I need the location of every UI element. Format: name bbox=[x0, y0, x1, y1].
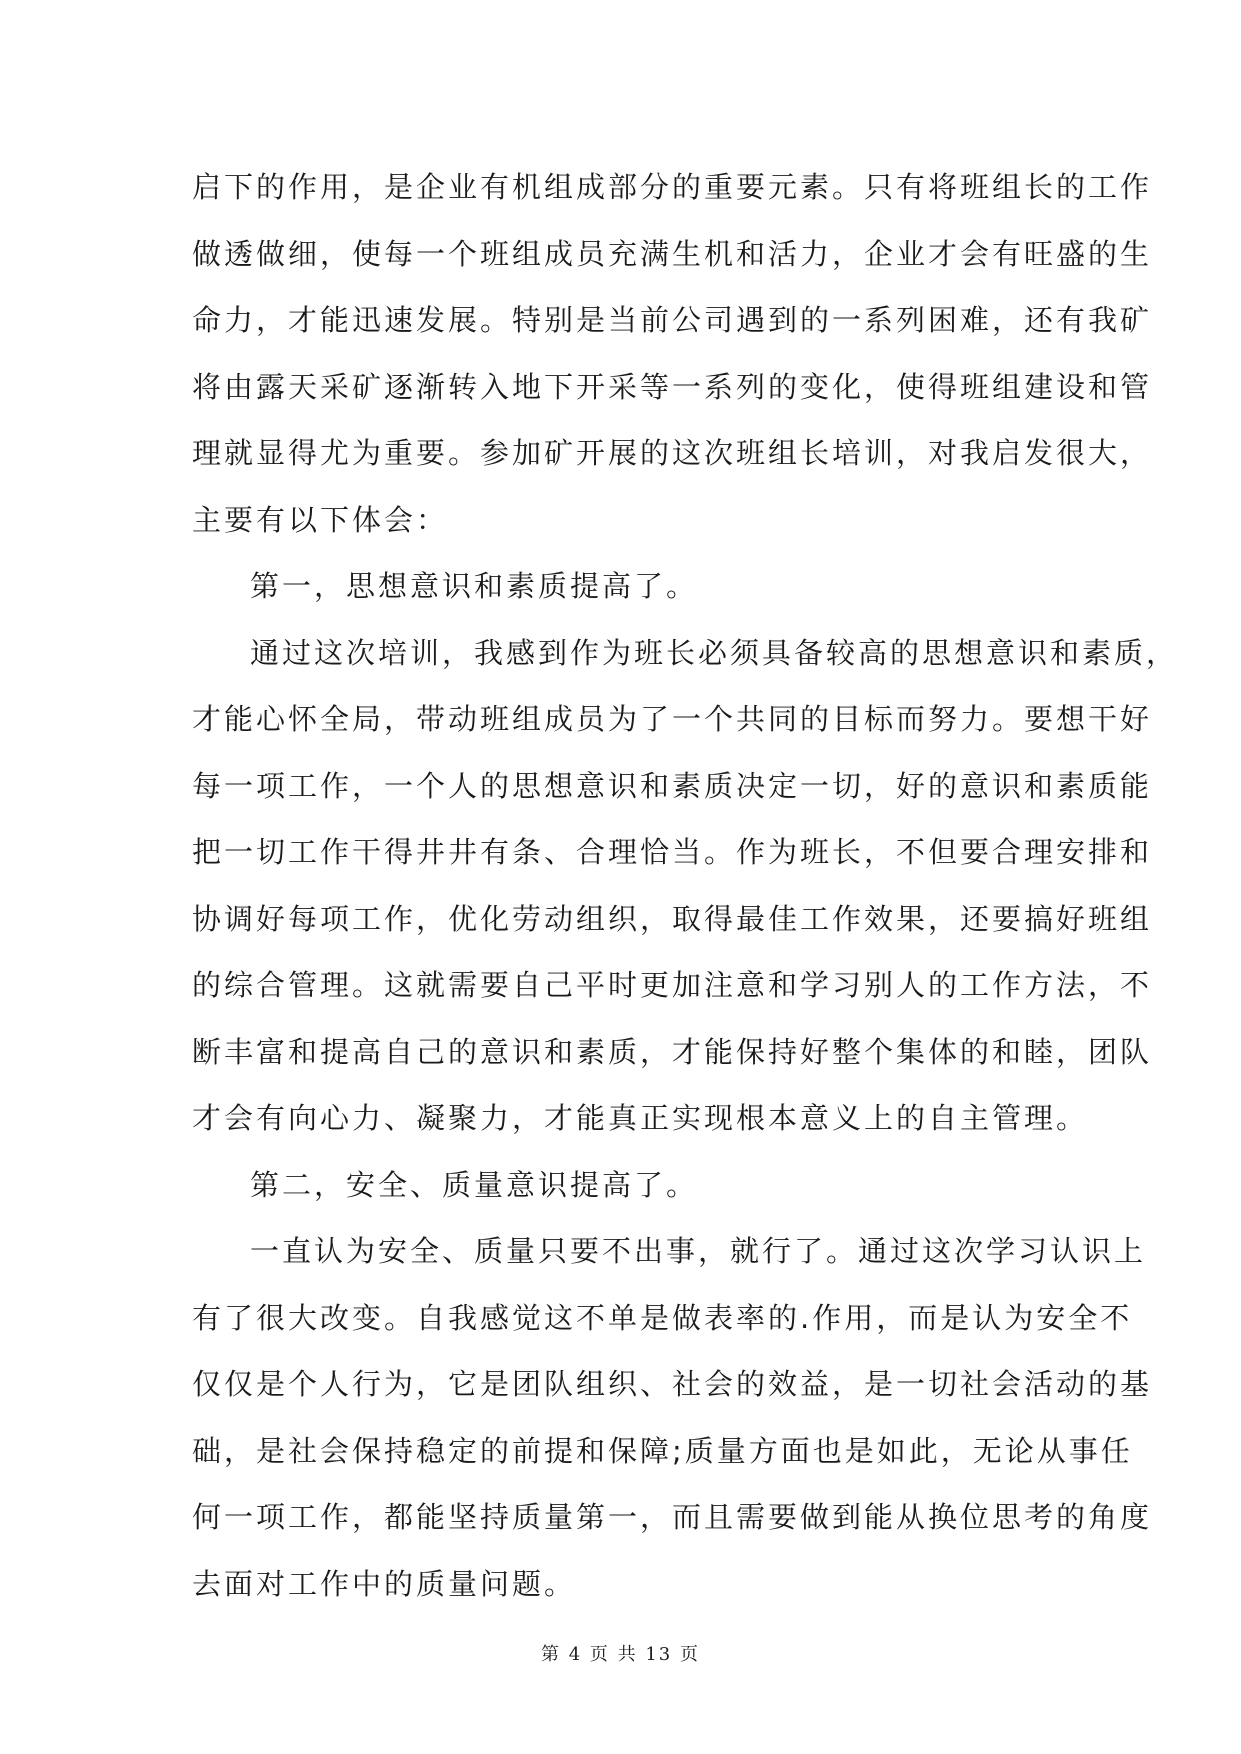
text-line: 去面对工作中的质量问题。 bbox=[192, 1566, 577, 1601]
text-line: 才能心怀全局，带动班组成员为了一个共同的目标而努力。要想干好 bbox=[192, 702, 1153, 736]
text-line: 主要有以下体会： bbox=[192, 502, 449, 537]
text-line: 将由露天采矿逐渐转入地下开采等一系列的变化，使得班组建设和管 bbox=[192, 369, 1153, 404]
text-line: 一直认为安全、质量只要不出事，就行了。通过这次学习认识上 bbox=[250, 1234, 1147, 1268]
text-line: 的综合管理。这就需要自己平时更加注意和学习别人的工作方法，不 bbox=[192, 968, 1153, 1002]
text-line: 协调好每项工作，优化劳动组织，取得最佳工作效果，还要搞好班组 bbox=[192, 901, 1153, 936]
text-line: 做透做细，使每一个班组成员充满生机和活力，企业才会有旺盛的生 bbox=[192, 236, 1153, 271]
text-line: 通过这次培训，我感到作为班长必须具备较高的思想意识和素质， bbox=[250, 635, 1179, 670]
text-line: 有了很大改变。自我感觉这不单是做表率的.作用，而是认为安全不 bbox=[192, 1300, 1133, 1335]
text-line: 断丰富和提高自己的意识和素质，才能保持好整个集体的和睦，团队 bbox=[192, 1034, 1153, 1069]
page-number-footer: 第 4 页 共 13 页 bbox=[541, 1644, 700, 1665]
text-line: 命力，才能迅速发展。特别是当前公司遇到的一系列困难，还有我矿 bbox=[192, 303, 1153, 337]
text-line: 理就显得尤为重要。参加矿开展的这次班组长培训，对我启发很大， bbox=[192, 436, 1153, 470]
section-heading: 第一，思想意识和素质提高了。 bbox=[250, 569, 699, 603]
text-line: 把一切工作干得井井有条、合理恰当。作为班长，不但要合理安排和 bbox=[192, 835, 1153, 869]
text-line: 何一项工作，都能坚持质量第一，而且需要做到能从换位思考的角度 bbox=[192, 1500, 1153, 1534]
text-line: 启下的作用，是企业有机组成部分的重要元素。只有将班组长的工作 bbox=[192, 170, 1153, 204]
section-heading: 第二，安全、质量意识提高了。 bbox=[250, 1167, 699, 1202]
document-body bbox=[192, 154, 1179, 1617]
text-line: 才会有向心力、凝聚力，才能真正实现根本意义上的自主管理。 bbox=[192, 1101, 1089, 1135]
text-line: 础，是社会保持稳定的前提和保障;质量方面也是如此，无论从事任 bbox=[192, 1433, 1133, 1468]
text-line: 每一项工作，一个人的思想意识和素质决定一切，好的意识和素质能 bbox=[192, 768, 1153, 803]
text-line: 仅仅是个人行为，它是团队组织、社会的效益，是一切社会活动的基 bbox=[192, 1367, 1153, 1401]
